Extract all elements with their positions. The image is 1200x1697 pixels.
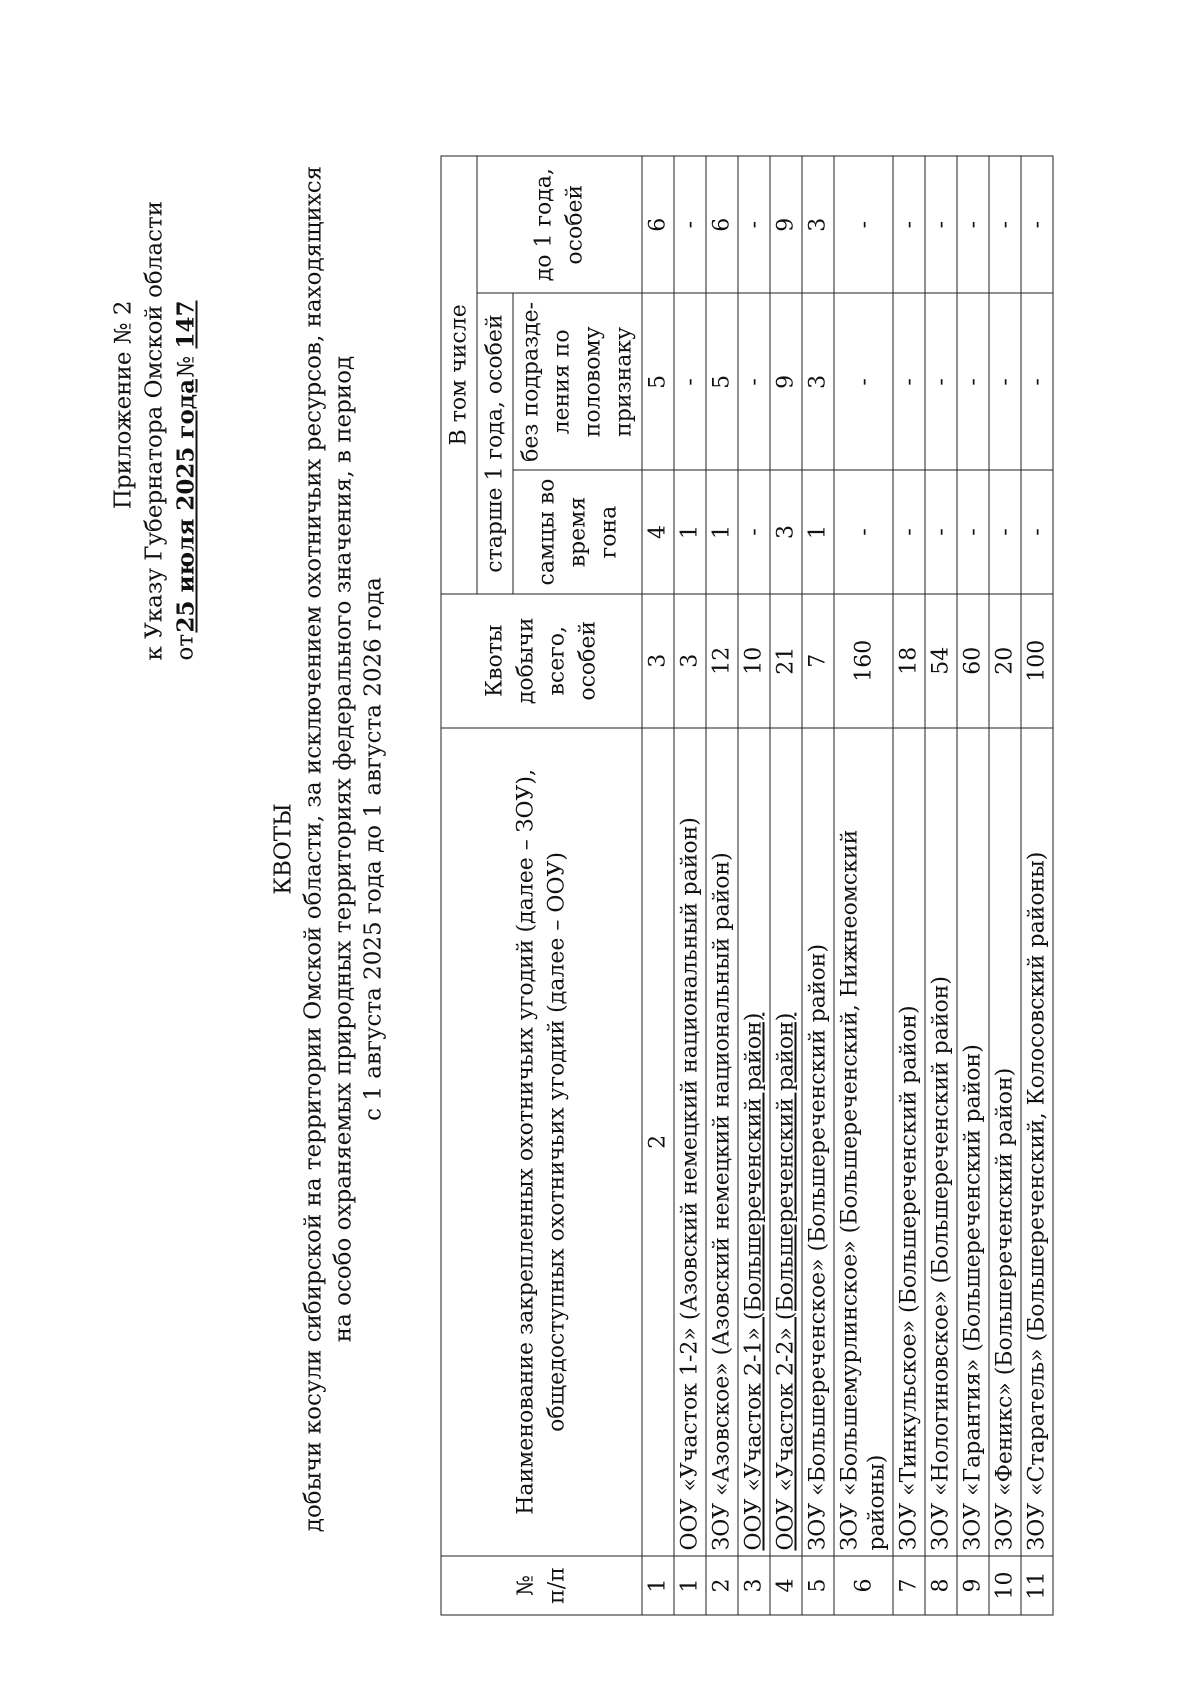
cell-males: -	[925, 470, 957, 593]
cell-n: 6	[834, 1556, 893, 1615]
cell-males: -	[989, 470, 1021, 593]
appendix-number: 147	[172, 300, 199, 349]
appendix-date: 25 июля 2025 года	[172, 378, 199, 633]
table-row	[770, 156, 802, 1615]
cell-nosex: 5	[706, 293, 738, 470]
cell-total: 10	[738, 593, 770, 727]
cell-total: 60	[957, 593, 989, 727]
cell-total: 3	[674, 593, 706, 727]
cell-nosex: -	[674, 293, 706, 470]
hunting-ground-name: ЗОУ «Феникс» (Большереченский район)	[989, 727, 1021, 1555]
hunting-ground-name: ЗОУ «Нологиновское» (Большереченский район)	[925, 727, 957, 1555]
cell-nosex: -	[893, 293, 925, 470]
header-quota: Квоты добычи всего, особей	[441, 593, 642, 727]
hunting-ground-name: ЗОУ «Азовское» (Азовский немецкий национальный район)	[706, 727, 738, 1555]
numbering-row	[642, 156, 674, 1615]
title-line-3: с 1 августа 2025 года до 1 августа 2026 года	[360, 576, 386, 1121]
cell-n: 1	[674, 1556, 706, 1615]
cell-young: -	[674, 156, 706, 293]
header-num: № п/п	[441, 1556, 642, 1615]
cell-males: -	[1021, 470, 1053, 593]
appendix-date-line	[170, 300, 202, 660]
table-row	[925, 156, 957, 1615]
from-label: от	[172, 633, 198, 660]
hunting-ground-name: ЗОУ «Старатель» (Большереченский, Колосовский районы)	[1021, 727, 1053, 1555]
hunting-ground-name: ЗОУ «Тинкульское» (Большереченский район)	[893, 727, 925, 1555]
header-males: самцы во время гона	[513, 470, 642, 593]
num-cell: 3	[642, 593, 674, 727]
cell-n: 3	[738, 1556, 770, 1615]
cell-young: -	[957, 156, 989, 293]
cell-males: -	[957, 470, 989, 593]
table-body	[674, 156, 1053, 1615]
title-line-2: на особо охраняемых природных территориях федерального значения, в период	[330, 355, 356, 1342]
table-row	[802, 156, 834, 1615]
cell-young: 3	[802, 156, 834, 293]
cell-nosex: -	[957, 293, 989, 470]
cell-total: 21	[770, 593, 802, 727]
header-including: В том числе	[441, 156, 477, 594]
cell-young: -	[893, 156, 925, 293]
appendix-line-2: к Указу Губернатора Омской области	[141, 200, 167, 660]
cell-young: -	[989, 156, 1021, 293]
num-cell: 6	[642, 156, 674, 293]
quota-table	[440, 155, 1053, 1615]
cell-males: 1	[706, 470, 738, 593]
cell-n: 5	[802, 1556, 834, 1615]
cell-n: 4	[770, 1556, 802, 1615]
hunting-ground-name: ООУ «Участок 2-2» (Большереченский район)	[770, 727, 802, 1555]
table-row	[989, 156, 1021, 1615]
table-row	[957, 156, 989, 1615]
cell-total: 160	[834, 593, 893, 727]
cell-young: -	[925, 156, 957, 293]
hunting-ground-name: ЗОУ «Большемурлинское» (Большереченский, Нижнеомский районы)	[834, 727, 893, 1555]
table-row	[834, 156, 893, 1615]
cell-males: -	[738, 470, 770, 593]
cell-nosex: -	[738, 293, 770, 470]
cell-young: -	[834, 156, 893, 293]
header-name: Наименование закрепленных охотничьих угодий (далее – ЗОУ), общедоступных охотничьих угодий (далее – ООУ)	[441, 727, 642, 1555]
appendix-number-wrap	[170, 300, 202, 377]
cell-young: 6	[706, 156, 738, 293]
cell-n: 9	[957, 1556, 989, 1615]
num-cell: 4	[642, 470, 674, 593]
appendix-line-1: Приложение № 2	[110, 300, 136, 509]
cell-total: 18	[893, 593, 925, 727]
cell-total: 100	[1021, 593, 1053, 727]
cell-males: -	[893, 470, 925, 593]
cell-males: 3	[770, 470, 802, 593]
num-cell: 5	[642, 293, 674, 470]
hunting-ground-name: ООУ «Участок 2-1» (Большереченский район)	[738, 727, 770, 1555]
cell-young: 9	[770, 156, 802, 293]
hunting-ground-name: ЗОУ «Гарантия» (Большереченский район)	[957, 727, 989, 1555]
num-cell: 1	[642, 1556, 674, 1615]
cell-n: 8	[925, 1556, 957, 1615]
cell-nosex: 9	[770, 293, 802, 470]
num-cell: 2	[642, 727, 674, 1555]
cell-males: 1	[802, 470, 834, 593]
title-heading: КВОТЫ	[270, 802, 296, 895]
cell-nosex: -	[925, 293, 957, 470]
hunting-ground-name: ЗОУ «Большереченское» (Большереченский район)	[802, 727, 834, 1555]
cell-males: -	[834, 470, 893, 593]
cell-nosex: -	[989, 293, 1021, 470]
cell-males: 1	[674, 470, 706, 593]
table-row	[738, 156, 770, 1615]
cell-total: 7	[802, 593, 834, 727]
table-row	[1021, 156, 1053, 1615]
cell-n: 2	[706, 1556, 738, 1615]
header-row-1	[441, 156, 477, 1615]
hunting-ground-name: ООУ «Участок 1-2» (Азовский немецкий национальный район)	[674, 727, 706, 1555]
table-row	[706, 156, 738, 1615]
cell-total: 20	[989, 593, 1021, 727]
title-line-1: добычи косули сибирской на территории Омской области, за исключением охотничьих ресурсов, находящихся	[300, 165, 326, 1532]
cell-n: 10	[989, 1556, 1021, 1615]
header-young: до 1 года, особей	[477, 156, 642, 293]
cell-young: -	[1021, 156, 1053, 293]
table-row	[674, 156, 706, 1615]
cell-nosex: -	[1021, 293, 1053, 470]
cell-young: -	[738, 156, 770, 293]
header-nosex: без подразде-ления по половому признаку	[513, 293, 642, 470]
appendix-block	[108, 200, 202, 660]
cell-n: 11	[1021, 1556, 1053, 1615]
cell-total: 12	[706, 593, 738, 727]
cell-n: 7	[893, 1556, 925, 1615]
cell-total: 54	[925, 593, 957, 727]
cell-nosex: -	[834, 293, 893, 470]
number-label: №	[173, 355, 199, 378]
header-older: старше 1 года, особей	[477, 293, 513, 593]
cell-nosex: 3	[802, 293, 834, 470]
table-row	[893, 156, 925, 1615]
